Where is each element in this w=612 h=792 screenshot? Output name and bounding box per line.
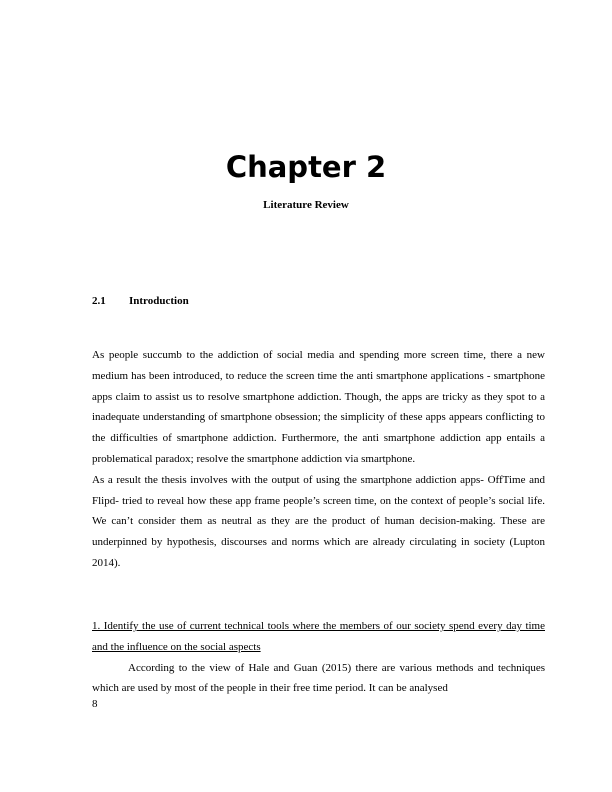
intro-body	[92, 345, 545, 574]
chapter-title: Chapter 2	[225, 150, 387, 184]
objective-block	[92, 616, 545, 699]
objective-paragraph: According to the view of Hale and Guan (2015) there are various methods and techniques which are used by most of the people in their free time period. It can be analysed	[92, 661, 545, 695]
paragraph: As a result the thesis involves with the output of using the smartphone addiction apps- OffTime and Flipd- tried to reveal how these app frame people’s screen time, on the context of people’s social life. We can’t consider them as neutral as they are the product of human decision-making. These are underpinned by hypothesis, discourses and norms which are already circulating in society (Lupton 2014).	[92, 473, 545, 569]
section-number: 2.1	[92, 295, 106, 307]
objective-heading: 1. Identify the use of current technical tools where the members of our society spend every day time and the influence on the social aspects	[92, 620, 545, 653]
page-number: 8	[92, 698, 98, 710]
chapter-subtitle: Literature Review	[263, 199, 349, 211]
section-heading	[92, 295, 189, 307]
paragraph: As people succumb to the addiction of social media and spending more screen time, there a new medium has been introduced, to reduce the screen time the anti smartphone applications - smartphone apps claim to assist us to resolve smartphone addiction. Though, the apps are tricky as they spot to a inadequate understanding of smartphone obsession; the simplicity of these apps appears conflicting to the difficulties of smartphone addiction. Furthermore, the anti smartphone addiction app entails a problematical paradox; resolve the smartphone addiction via smartphone.	[92, 349, 545, 465]
section-title: Introduction	[129, 295, 189, 307]
